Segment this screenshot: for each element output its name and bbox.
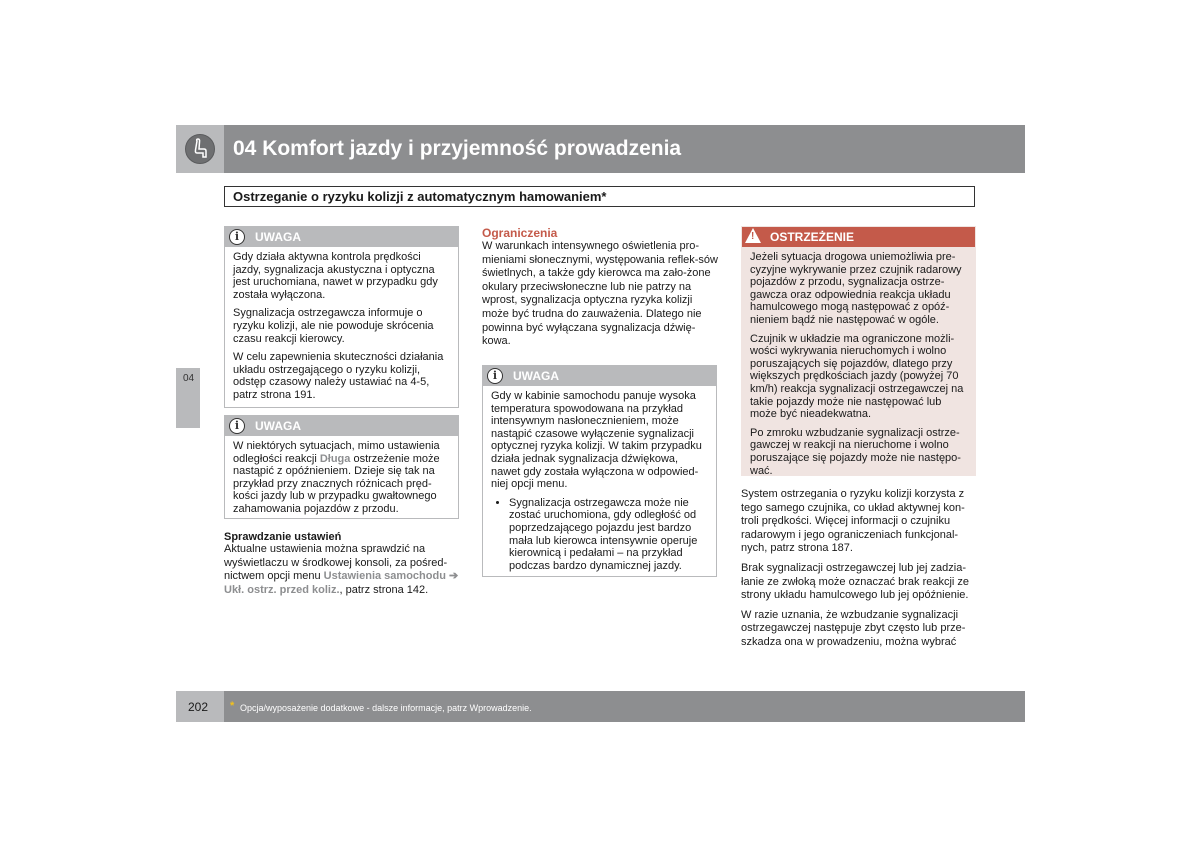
- warning-label: OSTRZEŻENIE: [770, 230, 855, 244]
- note-body: [225, 247, 458, 408]
- note-body: [225, 436, 458, 522]
- arrow-right-icon: ➔: [448, 570, 459, 583]
- list-item: • Sygnalizacja ostrzegawcza może nie zostać uruchomiona, gdy odległość od poprzedzającego pojazdu jest bardzo mała lub kierowca intensywnie operuje kierownicą i pedałami – na przykład podczas bardzo dynamicznej jazdy.: [509, 497, 708, 573]
- text-segment: , patrz strona 142.: [339, 583, 429, 596]
- note-header: [225, 227, 458, 247]
- warning-paragraph: Jeżeli sytuacja drogowa uniemożliwia pre-cyzyjne wykrywanie przez czujnik radarowy pojazdów z przodu, sygnalizacja ostrze-gawcza oraz odpowiednia reakcja układu hamulcowego mogą następować z opóź-nieniem bądź nie następować w ogóle.: [750, 251, 962, 326]
- seat-icon: [185, 134, 215, 164]
- text-segment: W niektórych sytuacjach, mimo ustawienia odległości reakcji: [233, 440, 440, 465]
- info-icon: i: [229, 418, 245, 434]
- warning-paragraph: Po zmroku wzbudzanie sygnalizacji ostrze-gawczej w reakcji na nieruchome i wolno poruszające się pojazdy może nie następo-wać.: [750, 426, 961, 477]
- side-chapter-tab-label: 04: [183, 373, 195, 384]
- note-paragraph: W celu zapewnienia skuteczności działania układu ostrzegającego o ryzyku kolizji, odstęp czasowy należy ustawiać na 4-5, patrz strona 191.: [233, 351, 444, 401]
- info-icon: i: [487, 368, 503, 384]
- warning-exclamation-icon: !: [751, 231, 755, 242]
- check-settings-heading: Sprawdzanie ustawień: [224, 531, 342, 543]
- note-header: [483, 366, 716, 386]
- note-label: UWAGA: [255, 419, 301, 433]
- footnote-star: *: [230, 700, 235, 712]
- warning-paragraph: Czujnik w układzie ma ograniczone możli-wości wykrywania nieruchomych i wolno poruszających się pojazdów, dlatego przy większych prędkościach jazdy (powyżej 70 km/h) reakcja sygnalizacji ostrzegawczej na takie pojazdy może nie następować lub może być nieadekwatna.: [750, 332, 964, 421]
- limitations-block: [482, 226, 719, 349]
- note-paragraph: Gdy w kabinie samochodu panuje wysoka temperatura spowodowana na przykład intensywnym nasłonecznieniem, może nastąpić czasowe wyłączenie sygnalizacji optycznej ryzyka kolizji. W takim przypadku działa jednak sygnalizacja dźwiękowa, nawet gdy została wyłączona w odpowied-niej opcji menu.: [491, 390, 702, 491]
- check-settings-text: [224, 543, 462, 597]
- setting-name: Długa: [319, 452, 351, 465]
- info-icon: i: [229, 229, 245, 245]
- section-title: Ostrzeganie o ryzyku kolizji z automatycznym hamowaniem*: [233, 189, 607, 204]
- body-paragraph: Brak sygnalizacji ostrzegawczej lub jej zadzia-łanie ze zwłoką może oznaczać brak reakcji ze strony układu hamulcowego lub jej opóźnienie.: [741, 561, 970, 602]
- warning-box: [741, 226, 976, 476]
- note-paragraph: [233, 440, 450, 516]
- warning-body: [742, 247, 975, 483]
- note-label: UWAGA: [513, 369, 559, 383]
- menu-path-item: Ustawienia samochodu: [323, 570, 446, 583]
- menu-path-item: Ukł. ostrz. przed koliz.: [224, 583, 340, 596]
- warning-header: [742, 227, 975, 247]
- note-paragraph: Sygnalizacja ostrzegawcza informuje o ryzyku kolizji, ale nie powoduje skrócenia czasu reakcji kierowcy.: [233, 307, 434, 345]
- note-label: UWAGA: [255, 230, 301, 244]
- main-text-block: [741, 488, 979, 656]
- note-paragraph: Gdy działa aktywna kontrola prędkości jazdy, sygnalizacja akustyczna i optyczna jest uruchomiana, nawet w przypadku gdy została wyłączona.: [233, 251, 438, 301]
- note-bullet-list: [491, 497, 708, 573]
- text-segment: Aktualne ustawienia można sprawdzić na wyświetlaczu w środkowej konsoli, za pośred-nictwem opcji menu: [224, 543, 448, 583]
- body-paragraph: System ostrzegania o ryzyku kolizji korzysta z tego samego czujnika, co układ aktywnej kon-troli prędkości. Więcej informacji o czujniku radarowym i jego ograniczeniach funkcjonal-nych, patrz strona 187.: [741, 488, 965, 555]
- limitations-heading: Ograniczenia: [482, 226, 558, 240]
- note-header: [225, 416, 458, 436]
- body-paragraph: W razie uznania, że wzbudzanie sygnalizacji ostrzegawczej następuje zbyt często lub prze-szkadza ona w prowadzeniu, można wybrać: [741, 608, 966, 648]
- text-segment: ostrzeżenie może nastąpić z opóźnieniem. Dzieje się tak na przykład przy znacznych różnicach pręd-kości jazdy lub w przypadku gwałtownego zahamowania pojazdów z przodu.: [233, 452, 440, 515]
- chapter-title: 04 Komfort jazdy i przyjemność prowadzenia: [233, 137, 682, 160]
- limitations-text: W warunkach intensywnego oświetlenia pro-mieniami słonecznymi, występowania reflek-sów świetlnych, a także gdy kierowca ma zało-żone okulary przeciwsłoneczne lub nie patrzy na wprost, sygnalizacja optyczna ryzyka kolizji może być trudna do zauważenia. Dlatego nie powinna być wyłączana sygnalizacja dźwię-kowa.: [482, 240, 718, 348]
- note-body: [483, 386, 716, 578]
- note-box-2: [224, 415, 459, 519]
- note-box-1: [224, 226, 459, 408]
- check-settings-block: [224, 531, 462, 597]
- note-box-3: [482, 365, 717, 577]
- footnote-text: Opcja/wyposażenie dodatkowe - dalsze informacje, patrz Wprowadzenie.: [240, 703, 532, 713]
- page-number: 202: [188, 700, 209, 714]
